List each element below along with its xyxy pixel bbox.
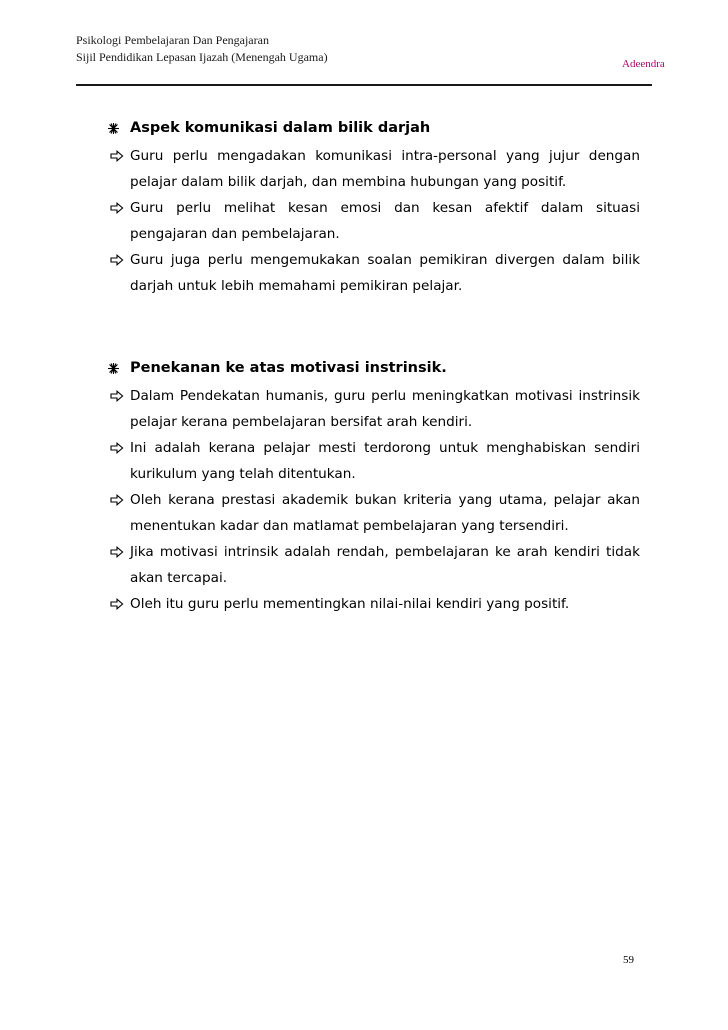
arrow-right-outline-icon — [110, 150, 124, 162]
arrow-right-outline-icon — [110, 390, 124, 402]
header-course-title: Psikologi Pembelajaran Dan Pengajaran — [76, 33, 269, 47]
list-item — [108, 591, 640, 617]
section-title: Aspek komunikasi dalam bilik darjah — [130, 120, 431, 136]
arrow-right-outline-icon — [110, 598, 124, 610]
list-item-text: Guru perlu mengadakan komunikasi intra-personal yang jujur dengan pelajar dalam bilik darjah, dan membina hubungan yang positif. — [130, 148, 640, 190]
sparkle-bullet-icon — [108, 363, 119, 374]
arrow-right-outline-icon — [110, 494, 124, 506]
list-item-text: Guru perlu melihat kesan emosi dan kesan afektif dalam situasi pengajaran dan pembelajaran. — [130, 200, 640, 242]
list-item-text: Jika motivasi intrinsik adalah rendah, pembelajaran ke arah kendiri tidak akan tercapai. — [130, 544, 640, 586]
arrow-right-outline-icon — [110, 202, 124, 214]
list-item — [108, 539, 640, 591]
list-item — [108, 195, 640, 247]
list-item-text: Ini adalah kerana pelajar mesti terdorong untuk menghabiskan sendiri kurikulum yang telah ditentukan. — [130, 440, 640, 482]
header-divider — [76, 84, 652, 86]
section-komunikasi — [108, 117, 640, 299]
page-header — [76, 32, 676, 66]
list-item-text: Oleh itu guru perlu mementingkan nilai-nilai kendiri yang positif. — [130, 596, 570, 612]
list-item — [108, 247, 640, 299]
bullet-list — [108, 383, 640, 617]
list-item — [108, 143, 640, 195]
arrow-right-outline-icon — [110, 254, 124, 266]
list-item — [108, 435, 640, 487]
section-motivasi — [108, 357, 640, 617]
list-item-text: Guru juga perlu mengemukakan soalan pemikiran divergen dalam bilik darjah untuk lebih memahami pemikiran pelajar. — [130, 252, 640, 294]
list-item-text: Dalam Pendekatan humanis, guru perlu meningkatkan motivasi instrinsik pelajar kerana pembelajaran bersifat arah kendiri. — [130, 388, 640, 430]
list-item — [108, 487, 640, 539]
sparkle-bullet-icon — [108, 123, 119, 134]
arrow-right-outline-icon — [110, 546, 124, 558]
list-item-text: Oleh kerana prestasi akademik bukan kriteria yang utama, pelajar akan menentukan kadar dan matlamat pembelajaran yang tersendiri. — [130, 492, 640, 534]
section-title: Penekanan ke atas motivasi instrinsik. — [130, 360, 447, 376]
page-number: 59 — [623, 954, 634, 966]
header-author: Adeendra — [622, 58, 665, 70]
header-program-title: Sijil Pendidikan Lepasan Ijazah (Menengah Ugama) — [76, 50, 328, 64]
bullet-list — [108, 143, 640, 299]
arrow-right-outline-icon — [110, 442, 124, 454]
list-item — [108, 383, 640, 435]
section-heading — [108, 117, 640, 143]
section-heading — [108, 357, 640, 383]
